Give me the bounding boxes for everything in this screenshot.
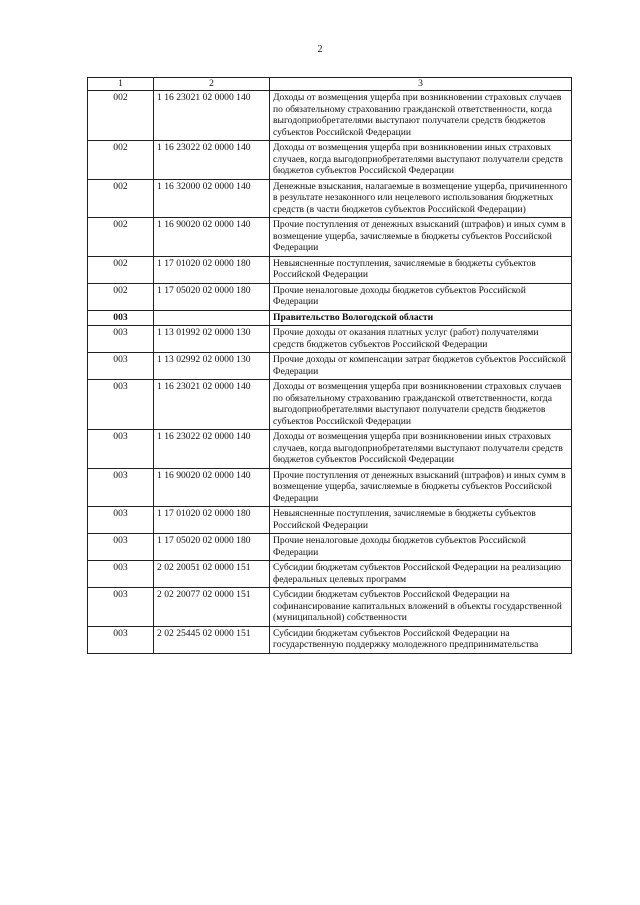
- admin-code-cell: 002: [88, 179, 154, 218]
- column-header-3: 3: [270, 78, 572, 91]
- admin-code-cell: 003: [88, 326, 154, 353]
- revenue-name-cell: Денежные взыскания, налагаемые в возмещение ущерба, причиненного в результате незаконного или нецелевого использования бюджетных средств (в части бюджетов субъектов Российской Федерации): [270, 179, 572, 218]
- table-row: [88, 468, 572, 507]
- admin-code-cell: 003: [88, 353, 154, 380]
- admin-code-cell: 003: [88, 588, 154, 627]
- table-row: [88, 218, 572, 257]
- admin-code-cell: 003: [88, 626, 154, 653]
- revenue-name-cell: Доходы от возмещения ущерба при возникновении страховых случаев по обязательному страхованию гражданской ответственности, когда выгодоприобретателями выступают получатели средств бюджетов субъектов Российской Федерации: [270, 91, 572, 141]
- admin-code-cell: 003: [88, 310, 154, 326]
- budget-code-cell: 1 16 23022 02 0000 140: [154, 430, 270, 469]
- table-row: [88, 179, 572, 218]
- table-row: [88, 141, 572, 180]
- table-body: [88, 91, 572, 654]
- revenue-name-cell: Невыясненные поступления, зачисляемые в бюджеты субъектов Российской Федерации: [270, 507, 572, 534]
- budget-code-cell: 2 02 20077 02 0000 151: [154, 588, 270, 627]
- table-row: [88, 91, 572, 141]
- budget-code-cell: [154, 310, 270, 326]
- admin-code-cell: 002: [88, 283, 154, 310]
- header-row: [88, 78, 572, 91]
- revenue-name-cell: Прочие поступления от денежных взысканий (штрафов) и иных сумм в возмещение ущерба, зачисляемые в бюджеты субъектов Российской Федерации: [270, 468, 572, 507]
- table-row: [88, 430, 572, 469]
- revenue-name-cell: Правительство Вологодской области: [270, 310, 572, 326]
- admin-code-cell: 003: [88, 380, 154, 430]
- budget-code-cell: 2 02 25445 02 0000 151: [154, 626, 270, 653]
- table-row: [88, 353, 572, 380]
- revenue-name-cell: Невыясненные поступления, зачисляемые в бюджеты субъектов Российской Федерации: [270, 256, 572, 283]
- admin-code-cell: 003: [88, 534, 154, 561]
- budget-code-cell: 1 16 90020 02 0000 140: [154, 468, 270, 507]
- table-row: [88, 507, 572, 534]
- revenue-name-cell: Прочие доходы от оказания платных услуг (работ) получателями средств бюджетов субъектов Российской Федерации: [270, 326, 572, 353]
- budget-code-cell: 1 17 05020 02 0000 180: [154, 283, 270, 310]
- table-row: [88, 283, 572, 310]
- page-number: 2: [317, 44, 323, 55]
- table-row: [88, 326, 572, 353]
- budget-code-cell: 1 17 01020 02 0000 180: [154, 256, 270, 283]
- budget-code-cell: 1 16 23021 02 0000 140: [154, 91, 270, 141]
- budget-code-cell: 1 16 90020 02 0000 140: [154, 218, 270, 257]
- admin-code-cell: 002: [88, 141, 154, 180]
- column-header-1: 1: [88, 78, 154, 91]
- table-row: [88, 310, 572, 326]
- table-row: [88, 588, 572, 627]
- revenue-name-cell: Субсидии бюджетам субъектов Российской Федерации на софинансирование капитальных вложений в объекты государственной (муниципальной) собственности: [270, 588, 572, 627]
- budget-code-cell: 1 16 23022 02 0000 140: [154, 141, 270, 180]
- revenue-name-cell: Прочие поступления от денежных взысканий (штрафов) и иных сумм в возмещение ущерба, зачисляемые в бюджеты субъектов Российской Федерации: [270, 218, 572, 257]
- table-row: [88, 380, 572, 430]
- budget-code-cell: 1 16 23021 02 0000 140: [154, 380, 270, 430]
- admin-code-cell: 002: [88, 218, 154, 257]
- table-row: [88, 256, 572, 283]
- budget-code-cell: 1 17 01020 02 0000 180: [154, 507, 270, 534]
- revenue-name-cell: Доходы от возмещения ущерба при возникновении иных страховых случаев, когда выгодоприобретателями выступают получатели средств бюджетов субъектов Российской Федерации: [270, 430, 572, 469]
- revenue-name-cell: Субсидии бюджетам субъектов Российской Федерации на государственную поддержку молодежного предпринимательства: [270, 626, 572, 653]
- table-row: [88, 534, 572, 561]
- budget-code-cell: 1 13 02992 02 0000 130: [154, 353, 270, 380]
- admin-code-cell: 003: [88, 468, 154, 507]
- revenue-name-cell: Субсидии бюджетам субъектов Российской Федерации на реализацию федеральных целевых программ: [270, 561, 572, 588]
- admin-code-cell: 003: [88, 561, 154, 588]
- admin-code-cell: 003: [88, 430, 154, 469]
- table-row: [88, 561, 572, 588]
- revenue-name-cell: Прочие неналоговые доходы бюджетов субъектов Российской Федерации: [270, 534, 572, 561]
- budget-code-cell: 1 13 01992 02 0000 130: [154, 326, 270, 353]
- revenue-name-cell: Прочие неналоговые доходы бюджетов субъектов Российской Федерации: [270, 283, 572, 310]
- budget-code-cell: 1 16 32000 02 0000 140: [154, 179, 270, 218]
- revenue-codes-table: [87, 77, 572, 654]
- admin-code-cell: 003: [88, 507, 154, 534]
- admin-code-cell: 002: [88, 256, 154, 283]
- budget-code-cell: 2 02 20051 02 0000 151: [154, 561, 270, 588]
- revenue-name-cell: Прочие доходы от компенсации затрат бюджетов субъектов Российской Федерации: [270, 353, 572, 380]
- table-header: [88, 78, 572, 91]
- admin-code-cell: 002: [88, 91, 154, 141]
- revenue-name-cell: Доходы от возмещения ущерба при возникновении страховых случаев по обязательному страхованию гражданской ответственности, когда выгодоприобретателями выступают получатели средств бюджетов субъектов Российской Федерации: [270, 380, 572, 430]
- revenue-name-cell: Доходы от возмещения ущерба при возникновении иных страховых случаев, когда выгодоприобретателями выступают получатели средств бюджетов субъектов Российской Федерации: [270, 141, 572, 180]
- table-row: [88, 626, 572, 653]
- budget-code-cell: 1 17 05020 02 0000 180: [154, 534, 270, 561]
- column-header-2: 2: [154, 78, 270, 91]
